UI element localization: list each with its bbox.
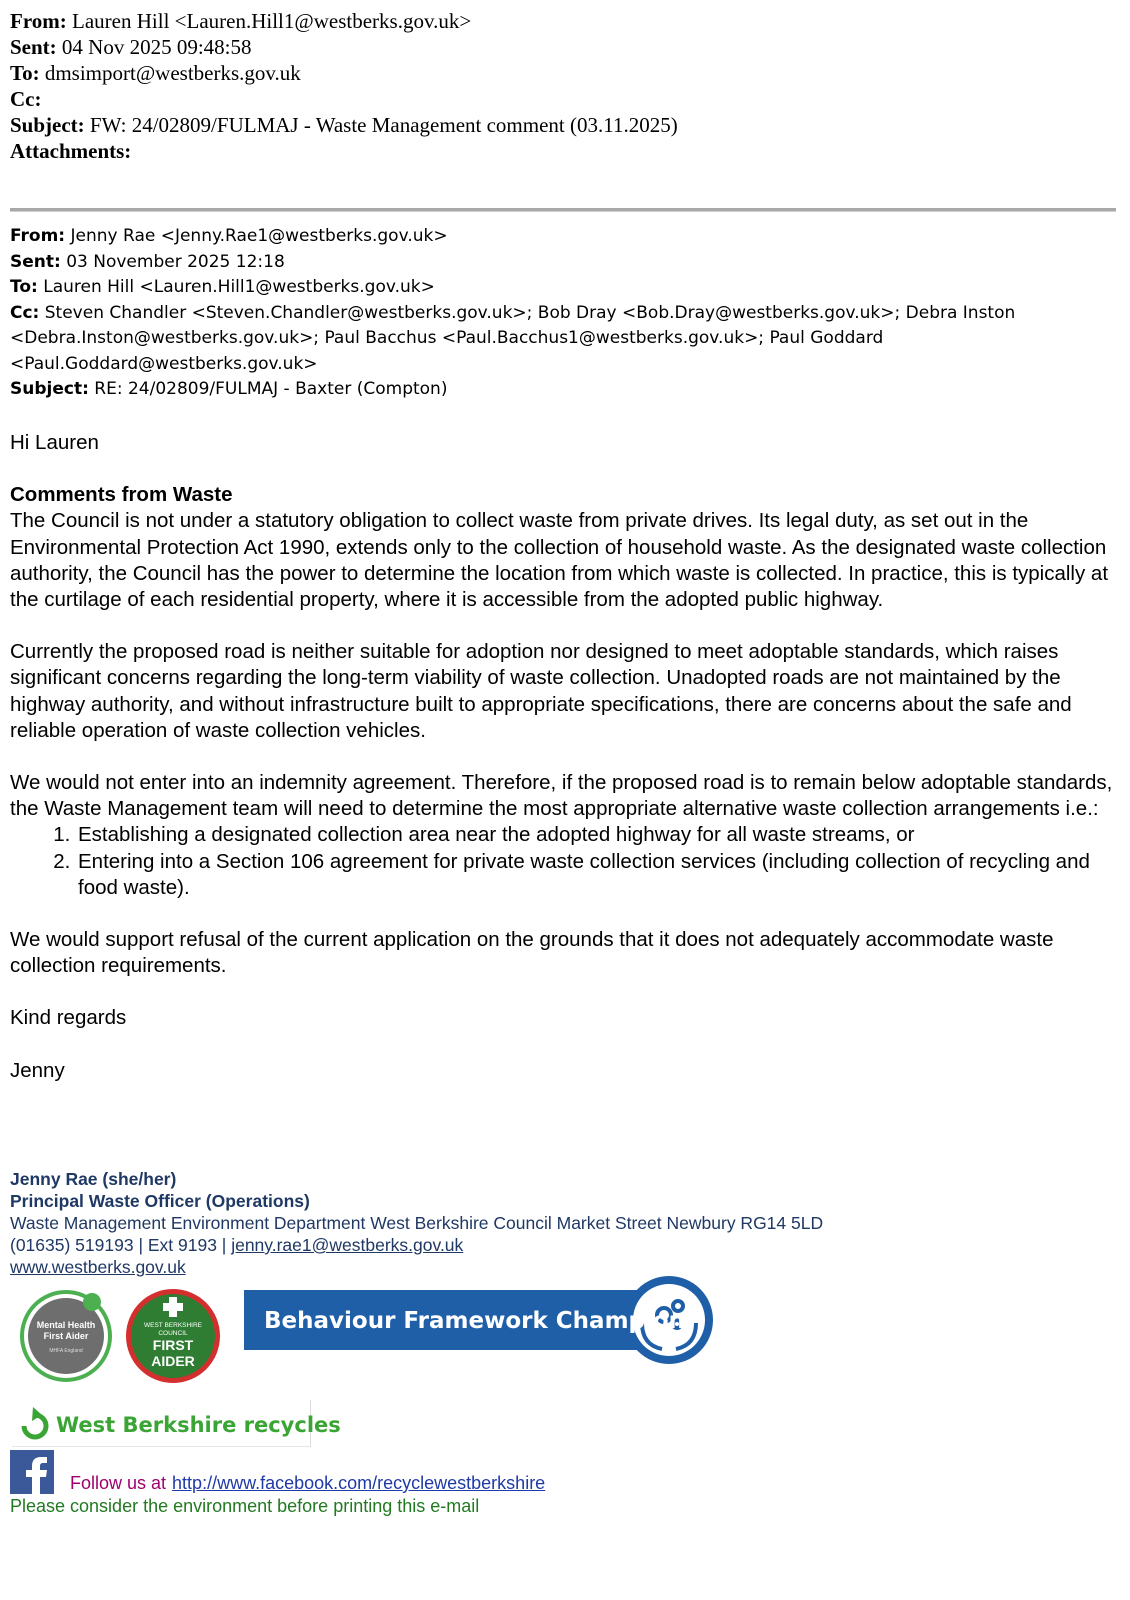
- facebook-icon[interactable]: [10, 1450, 54, 1494]
- inner-to-label: To:: [10, 277, 38, 297]
- west-berkshire-recycles-logo: [12, 1400, 341, 1447]
- outer-attachments-row: [10, 138, 1110, 164]
- first-aider-line-3: FIRST: [152, 1337, 194, 1353]
- outer-sent-value: 04 Nov 2025 09:48:58: [61, 35, 252, 59]
- email-body: [10, 430, 1120, 1084]
- environment-notice: Please consider the environment before printing this e-mail: [10, 1496, 480, 1516]
- recycles-text: West Berkshire recycles: [56, 1413, 341, 1437]
- outer-email-header: [10, 8, 1110, 164]
- inner-to-row: [10, 275, 1110, 301]
- header-divider: [10, 208, 1116, 212]
- first-aider-badge: [124, 1287, 222, 1385]
- outer-cc-row: [10, 86, 1110, 112]
- signature-website-link[interactable]: www.westberks.gov.uk: [10, 1257, 186, 1277]
- signature-address: Waste Management Environment Department West Berkshire Council Market Street Newbury RG14 5LD: [10, 1213, 824, 1233]
- outer-subject-value: FW: 24/02809/FULMAJ - Waste Management comment (03.11.2025): [89, 113, 678, 137]
- follow-us-label: Follow us at: [70, 1473, 167, 1493]
- signature-name: Jenny Rae (she/her): [10, 1169, 177, 1189]
- first-aider-line-2: COUNCIL: [158, 1330, 188, 1337]
- outer-sent-row: [10, 34, 1110, 60]
- section-heading: Comments from Waste: [10, 483, 233, 507]
- inner-from-label: From:: [10, 226, 66, 246]
- badges-row: [20, 1290, 740, 1400]
- paragraph-4: We would support refusal of the current application on the grounds that it does not adequately accommodate waste collection requirements.: [10, 928, 1054, 978]
- signature-email-link[interactable]: jenny.rae1@westberks.gov.uk: [231, 1235, 464, 1255]
- outer-cc-label: Cc:: [10, 87, 42, 111]
- signature-phone: (01635) 519193 | Ext 9193 |: [10, 1235, 232, 1255]
- champion-text: Behaviour Framework Champion: [264, 1308, 686, 1334]
- signature-title: Principal Waste Officer (Operations): [10, 1191, 310, 1211]
- outer-from-label: From:: [10, 9, 67, 33]
- outer-subject-row: [10, 112, 1110, 138]
- outer-to-label: To:: [10, 61, 40, 85]
- inner-from-value: Jenny Rae <Jenny.Rae1@westberks.gov.uk>: [70, 226, 448, 246]
- mhfa-line-3: MHFA England: [49, 1348, 83, 1354]
- list-item: 1. Establishing a designated collection area near the adopted highway for all waste streams, or: [76, 822, 1120, 848]
- recycle-arrow-icon: [24, 1407, 46, 1437]
- sender-first-name: Jenny: [10, 1058, 65, 1082]
- inner-cc-line-2: <Debra.Inston@westberks.gov.uk>; Paul Bacchus <Paul.Bacchus1@westberks.gov.uk>; Paul Goddard: [10, 328, 884, 348]
- inner-subject-value: RE: 24/02809/FULMAJ - Baxter (Compton): [94, 379, 448, 399]
- paragraph-3: We would not enter into an indemnity agreement. Therefore, if the proposed road is to remain below adoptable standards, the Waste Management team will need to determine the most appropriate alternative waste collection arrangements i.e.:: [10, 771, 1113, 821]
- outer-sent-label: Sent:: [10, 35, 57, 59]
- first-aider-line-4: AIDER: [151, 1353, 195, 1369]
- inner-subject-label: Subject:: [10, 379, 89, 399]
- signature-contact: [10, 1234, 1110, 1256]
- inner-cc-label: Cc:: [10, 302, 40, 323]
- outer-subject-label: Subject:: [10, 113, 85, 137]
- inner-from-row: [10, 224, 1110, 250]
- first-aider-line-1: WEST BERKSHIRE: [143, 1322, 203, 1329]
- paragraph-1: The Council is not under a statutory obligation to collect waste from private drives. Its legal duty, as set out in the Environmental Protection Act 1990, extends only to the collection of household waste. As the designated waste collection authority, the Council has the power to determine the location from which waste is collected. In practice, this is typically at the curtilage of each residential property, where it is accessible from the adopted public highway.: [10, 509, 1109, 612]
- outer-to-row: [10, 60, 1110, 86]
- outer-attachments-label: Attachments:: [10, 139, 132, 163]
- inner-cc-line-3: <Paul.Goddard@westberks.gov.uk>: [10, 353, 318, 374]
- inner-email-header: [10, 224, 1110, 403]
- inner-cc-row: [10, 301, 1110, 327]
- inner-sent-row: [10, 250, 1110, 276]
- inner-cc-line-1: Steven Chandler <Steven.Chandler@westberks.gov.uk>; Bob Dray <Bob.Dray@westberks.gov.uk>; Debra Inston: [44, 302, 1016, 323]
- mental-health-first-aider-badge: [20, 1290, 112, 1382]
- behaviour-framework-champion-banner: [244, 1275, 716, 1365]
- mhfa-line-1: Mental Health: [36, 1320, 96, 1330]
- greeting: Hi Lauren: [10, 431, 99, 454]
- inner-to-value: Lauren Hill <Lauren.Hill1@westberks.gov.uk>: [43, 277, 435, 297]
- paragraph-2: Currently the proposed road is neither suitable for adoption nor designed to meet adoptable standards, which raises significant concerns regarding the long-term viability of waste collection. Unadopted roads are not maintained by the highway authority, and without infrastructure built to appropriate specifications, there are concerns about the safe and reliable operation of waste collection vehicles.: [10, 640, 1072, 742]
- closing: Kind regards: [10, 1006, 127, 1030]
- inner-sent-value: 03 November 2025 12:18: [66, 251, 285, 272]
- outer-from-row: [10, 8, 1110, 34]
- outer-from-value: Lauren Hill <Lauren.Hill1@westberks.gov.uk>: [72, 9, 472, 33]
- mhfa-line-2: First Aider: [43, 1331, 89, 1341]
- facebook-link[interactable]: http://www.facebook.com/recyclewestberkshire: [172, 1473, 546, 1493]
- list-item: 2. Entering into a Section 106 agreement for private waste collection services (including collection of recycling and food waste).: [76, 849, 1120, 901]
- follow-us-line: [70, 1473, 545, 1494]
- options-list: [10, 822, 1120, 901]
- inner-subject-row: [10, 377, 1110, 403]
- inner-sent-label: Sent:: [10, 251, 61, 272]
- signature-block: [10, 1168, 1110, 1278]
- outer-to-value: dmsimport@westberks.gov.uk: [44, 61, 301, 85]
- mhfa-leaf-icon: [83, 1293, 101, 1311]
